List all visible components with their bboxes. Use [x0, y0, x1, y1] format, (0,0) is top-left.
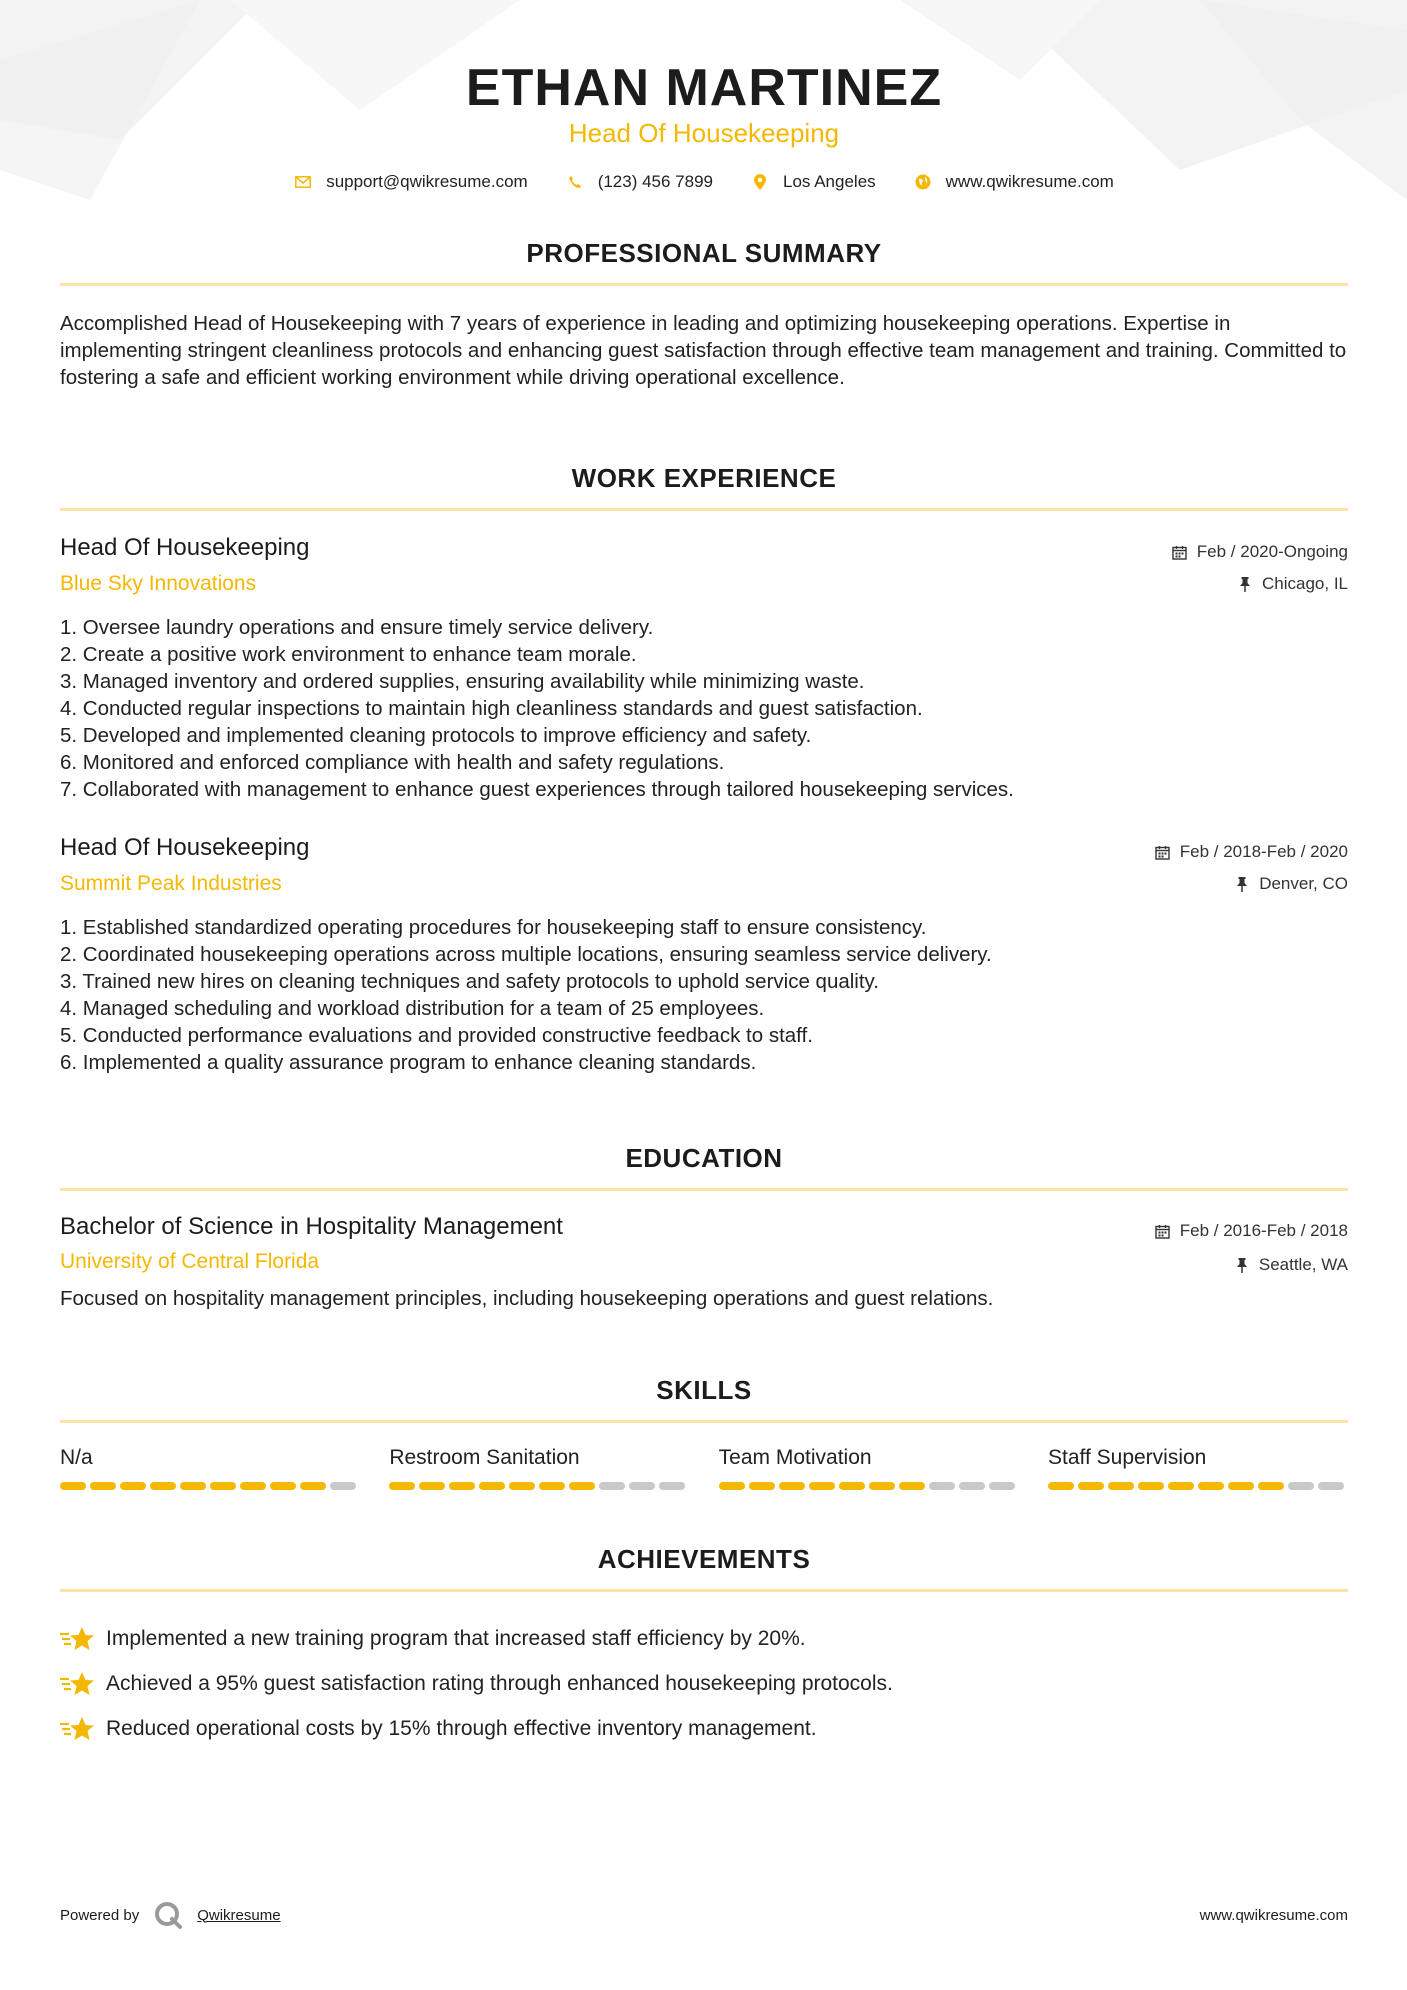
section-title-achievements: ACHIEVEMENTS — [597, 1544, 811, 1574]
contact-location — [751, 172, 876, 192]
skill-level-meter — [719, 1482, 1019, 1490]
skill-dot-empty — [989, 1482, 1015, 1490]
skills-grid — [60, 1446, 1348, 1490]
responsibility-item: 7. Collaborated with management to enhance guest experiences through tailored housekeeping services. — [60, 778, 1014, 801]
responsibility-item: 2. Coordinated housekeeping operations across multiple locations, ensuring seamless service delivery. — [60, 943, 992, 966]
phone-icon — [566, 173, 584, 191]
skill-dot-filled — [479, 1482, 505, 1490]
star-icon — [60, 1715, 94, 1743]
brand-link[interactable]: Qwikresume — [197, 1906, 281, 1924]
degree-title: Bachelor of Science in Hospitality Management — [60, 1213, 563, 1240]
skill-dot-filled — [1048, 1482, 1074, 1490]
contact-bar — [60, 172, 1348, 192]
candidate-name: ETHAN MARTINEZ — [465, 59, 943, 117]
achievement-text: Implemented a new training program that increased staff efficiency by 20%. — [106, 1626, 806, 1650]
footer-url[interactable]: www.qwikresume.com — [1199, 1906, 1348, 1924]
skill-dot-empty — [1288, 1482, 1314, 1490]
skill-item — [389, 1446, 689, 1490]
skill-item — [1048, 1446, 1348, 1490]
qwikresume-logo-icon — [153, 1900, 183, 1930]
pushpin-icon — [1233, 1256, 1251, 1274]
skill-dot-filled — [1138, 1482, 1164, 1490]
skill-dot-filled — [240, 1482, 266, 1490]
education-location — [1233, 1255, 1348, 1275]
skill-dot-filled — [180, 1482, 206, 1490]
responsibility-item: 6. Implemented a quality assurance program to enhance cleaning standards. — [60, 1051, 757, 1074]
skill-item — [719, 1446, 1019, 1490]
calendar-icon — [1154, 1222, 1172, 1240]
skill-level-meter — [1048, 1482, 1348, 1490]
skill-dot-empty — [1318, 1482, 1344, 1490]
job-date-text: Feb / 2018-Feb / 2020 — [1179, 842, 1348, 861]
achievements-list — [60, 1616, 1348, 1751]
powered-by — [60, 1900, 281, 1930]
responsibility-item: 1. Established standardized operating procedures for housekeeping staff to ensure consistency. — [60, 916, 927, 939]
skill-item — [60, 1446, 360, 1490]
job-company: Blue Sky Innovations — [60, 572, 257, 595]
skill-dot-filled — [719, 1482, 745, 1490]
contact-phone[interactable] — [566, 172, 713, 192]
envelope-icon — [294, 173, 312, 191]
job-location-text: Denver, CO — [1259, 874, 1348, 893]
skill-dot-filled — [90, 1482, 116, 1490]
skill-level-meter — [60, 1482, 360, 1490]
skill-dot-filled — [509, 1482, 535, 1490]
job-date — [1171, 542, 1348, 562]
section-divider — [60, 283, 1348, 286]
section-title-summary: PROFESSIONAL SUMMARY — [526, 238, 882, 268]
education-date — [1154, 1221, 1348, 1241]
responsibility-item: 6. Monitored and enforced compliance with health and safety regulations. — [60, 751, 725, 774]
summary-text: Accomplished Head of Housekeeping with 7 years of experience in leading and optimizing housekeeping operations. Expertise in implementing stringent cleanliness protocols and enhancing guest satisfaction through effective team management and training. Committed to fostering a safe and efficient working environment while driving operational excellence. — [60, 312, 1347, 389]
job-title: Head Of Housekeeping — [60, 534, 310, 561]
contact-location-text: Los Angeles — [783, 172, 876, 191]
job-responsibilities — [60, 914, 992, 1076]
responsibility-item: 5. Developed and implemented cleaning protocols to improve efficiency and safety. — [60, 724, 812, 747]
skill-dot-empty — [659, 1482, 685, 1490]
skill-dot-filled — [389, 1482, 415, 1490]
skill-dot-filled — [1168, 1482, 1194, 1490]
skill-name: Team Motivation — [718, 1446, 872, 1469]
section-divider — [60, 508, 1348, 511]
skill-dot-filled — [869, 1482, 895, 1490]
section-divider — [60, 1188, 1348, 1191]
responsibility-item: 1. Oversee laundry operations and ensure timely service delivery. — [60, 616, 654, 639]
skill-dot-filled — [300, 1482, 326, 1490]
skill-dot-filled — [150, 1482, 176, 1490]
map-pin-icon — [751, 173, 769, 191]
contact-phone-text: (123) 456 7899 — [597, 172, 714, 191]
skill-dot-filled — [1228, 1482, 1254, 1490]
job-location — [1236, 574, 1348, 594]
job-title: Head Of Housekeeping — [60, 834, 310, 861]
skill-name: N/a — [60, 1446, 93, 1469]
achievement-item — [60, 1616, 1348, 1661]
skill-dot-filled — [120, 1482, 146, 1490]
skill-dot-filled — [270, 1482, 296, 1490]
skill-dot-empty — [959, 1482, 985, 1490]
responsibility-item: 4. Conducted regular inspections to maintain high cleanliness standards and guest satisfaction. — [60, 697, 923, 720]
pushpin-icon — [1233, 875, 1251, 893]
skill-dot-filled — [1078, 1482, 1104, 1490]
skill-dot-empty — [929, 1482, 955, 1490]
skill-dot-filled — [60, 1482, 86, 1490]
job-responsibilities — [60, 614, 1014, 803]
section-title-education: EDUCATION — [625, 1143, 783, 1173]
skill-name: Restroom Sanitation — [389, 1446, 580, 1469]
responsibility-item: 5. Conducted performance evaluations and provided constructive feedback to staff. — [60, 1024, 813, 1047]
skill-dot-filled — [1258, 1482, 1284, 1490]
skill-dot-filled — [1198, 1482, 1224, 1490]
achievement-text: Reduced operational costs by 15% through effective inventory management. — [106, 1716, 817, 1740]
candidate-role: Head Of Housekeeping — [568, 118, 840, 148]
globe-icon — [914, 173, 932, 191]
education-location-text: Seattle, WA — [1258, 1255, 1348, 1274]
pushpin-icon — [1236, 575, 1254, 593]
contact-website-text: www.qwikresume.com — [945, 172, 1114, 191]
education-date-text: Feb / 2016-Feb / 2018 — [1179, 1221, 1348, 1240]
skill-dot-filled — [779, 1482, 805, 1490]
skill-name: Staff Supervision — [1047, 1446, 1207, 1469]
page-footer — [60, 1900, 1348, 1930]
job-date — [1154, 842, 1348, 862]
job-location — [1233, 874, 1348, 894]
skill-dot-filled — [210, 1482, 236, 1490]
section-title-skills: SKILLS — [656, 1375, 752, 1405]
skill-dot-filled — [539, 1482, 565, 1490]
job-location-text: Chicago, IL — [1262, 574, 1348, 593]
skill-dot-filled — [1108, 1482, 1134, 1490]
skill-level-meter — [389, 1482, 689, 1490]
skill-dot-filled — [899, 1482, 925, 1490]
job-company: Summit Peak Industries — [60, 872, 282, 895]
calendar-icon — [1171, 543, 1189, 561]
school-name: University of Central Florida — [60, 1250, 320, 1273]
skill-dot-empty — [599, 1482, 625, 1490]
contact-email[interactable] — [294, 172, 528, 192]
skill-dot-filled — [839, 1482, 865, 1490]
skill-dot-filled — [809, 1482, 835, 1490]
section-title-experience: WORK EXPERIENCE — [571, 463, 837, 493]
skill-dot-filled — [449, 1482, 475, 1490]
achievement-item — [60, 1661, 1348, 1706]
skill-dot-empty — [330, 1482, 356, 1490]
section-divider — [60, 1420, 1348, 1423]
responsibility-item: 3. Managed inventory and ordered supplies, ensuring availability while minimizing waste. — [60, 670, 865, 693]
star-icon — [60, 1625, 94, 1653]
education-description: Focused on hospitality management principles, including housekeeping operations and guest relations. — [60, 1287, 994, 1310]
achievement-item — [60, 1706, 1348, 1751]
responsibility-item: 3. Trained new hires on cleaning techniques and safety protocols to uphold service quality. — [60, 970, 879, 993]
achievement-text: Achieved a 95% guest satisfaction rating through enhanced housekeeping protocols. — [106, 1671, 893, 1695]
contact-email-text: support@qwikresume.com — [326, 172, 528, 191]
job-date-text: Feb / 2020-Ongoing — [1196, 542, 1348, 561]
skill-dot-filled — [749, 1482, 775, 1490]
skill-dot-filled — [419, 1482, 445, 1490]
skill-dot-empty — [629, 1482, 655, 1490]
contact-website[interactable] — [914, 172, 1114, 192]
section-divider — [60, 1589, 1348, 1592]
skill-dot-filled — [569, 1482, 595, 1490]
responsibility-item: 4. Managed scheduling and workload distribution for a team of 25 employees. — [60, 997, 765, 1020]
responsibility-item: 2. Create a positive work environment to enhance team morale. — [60, 643, 637, 666]
calendar-icon — [1154, 843, 1172, 861]
star-icon — [60, 1670, 94, 1698]
powered-by-label: Powered by — [60, 1906, 140, 1924]
